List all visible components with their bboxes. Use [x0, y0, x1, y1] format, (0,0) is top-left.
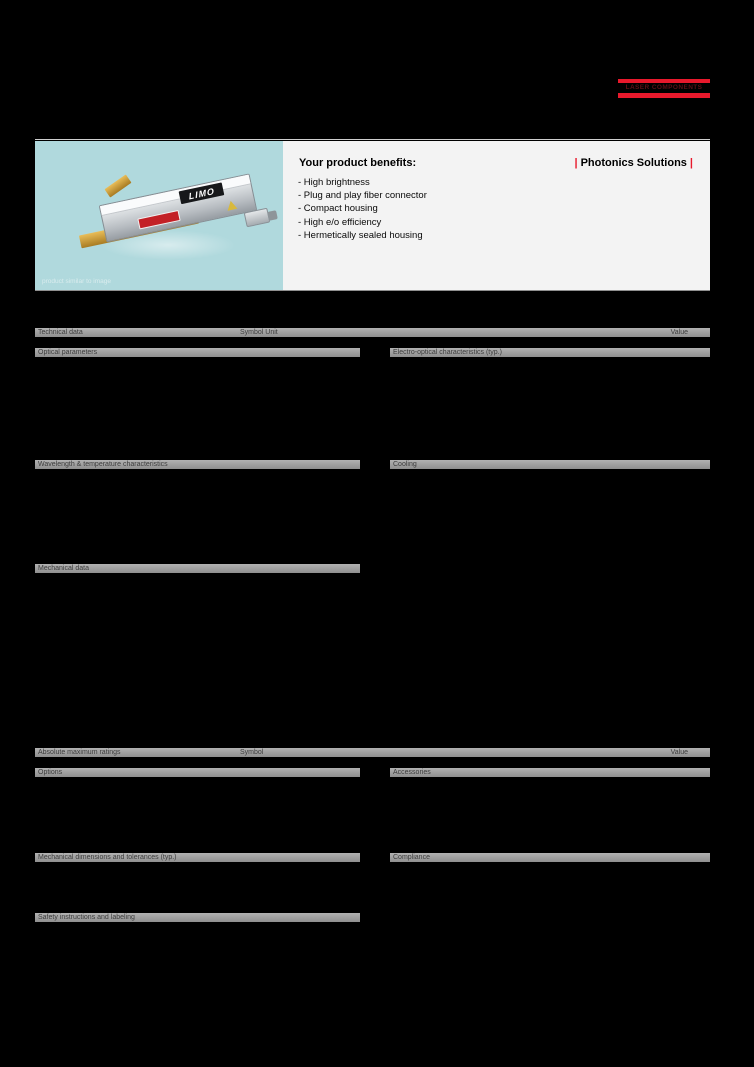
section-label: Mechanical dimensions and tolerances (typ.): [38, 854, 177, 861]
section-label: Safety instructions and labeling: [38, 914, 135, 921]
section-label: Mechanical data: [38, 565, 89, 572]
header1-right-cell: Value: [670, 329, 688, 336]
section-bar-compliance: [390, 853, 710, 862]
hero-top-rule: [35, 139, 710, 140]
benefit-item: - Compact housing: [298, 203, 378, 215]
benefits-list: [298, 176, 427, 242]
benefit-item: - High brightness: [298, 177, 370, 188]
section-bar-cooling: [390, 460, 710, 469]
logo-top-bar: [618, 79, 710, 83]
laser-module-illustration: [63, 163, 263, 273]
header2-left-cell: Absolute maximum ratings: [38, 749, 121, 756]
section-bar-mechanical: [35, 564, 360, 573]
section-bar-accessories: [390, 768, 710, 777]
fiber-connector-tip: [267, 210, 278, 221]
section-label: Electro-optical characteristics (typ.): [393, 349, 502, 356]
danger-label-icon: [137, 210, 180, 229]
warning-triangle-icon: [226, 200, 238, 211]
section-bar-options: [35, 768, 360, 777]
tagline-right-pipe: |: [689, 157, 693, 169]
section-label: Optical parameters: [38, 349, 98, 356]
gold-bracket: [104, 174, 131, 197]
table-header-row-1: [35, 328, 710, 337]
section-label: Wavelength & temperature characteristics: [38, 461, 168, 468]
table-header-row-2: [35, 748, 710, 757]
section-bar-optical: [35, 348, 360, 357]
benefits-title: Your product benefits:: [299, 157, 417, 169]
header1-left-cell: Technical data: [38, 329, 83, 336]
header2-mid-cell: Symbol: [240, 749, 264, 756]
tagline-left-pipe: |: [574, 157, 578, 169]
section-label: Cooling: [393, 461, 417, 468]
limo-logo-text: LIMO: [187, 185, 215, 202]
fiber-connector: [244, 208, 271, 228]
benefits-panel: [283, 141, 710, 290]
hero-bottom-rule: [35, 290, 710, 291]
tagline-text: Photonics Solutions: [580, 157, 687, 169]
header1-mid-cell: Symbol Unit: [240, 329, 278, 336]
section-label: Options: [38, 769, 63, 776]
benefit-item: - Hermetically sealed housing: [298, 229, 423, 241]
benefit-item: - Plug and play fiber connector: [298, 190, 427, 202]
section-bar-wavelength: [35, 460, 360, 469]
brand-logo: [618, 79, 710, 98]
benefit-item: - High e/o efficiency: [298, 216, 382, 228]
product-image: [35, 141, 283, 290]
limo-logo-plate: [179, 182, 225, 204]
section-label: Accessories: [393, 769, 431, 776]
logo-text: LASER COMPONENTS: [625, 84, 703, 91]
header2-right-cell: Value: [670, 749, 688, 756]
section-bar-electro-optical: [390, 348, 710, 357]
image-caption: product similar to image: [42, 278, 111, 285]
section-bar-dimensions: [35, 853, 360, 862]
photonics-solutions-tagline: [572, 157, 697, 169]
section-bar-safety: [35, 913, 360, 922]
logo-bottom-bar: [618, 93, 710, 98]
section-label: Compliance: [393, 854, 430, 861]
